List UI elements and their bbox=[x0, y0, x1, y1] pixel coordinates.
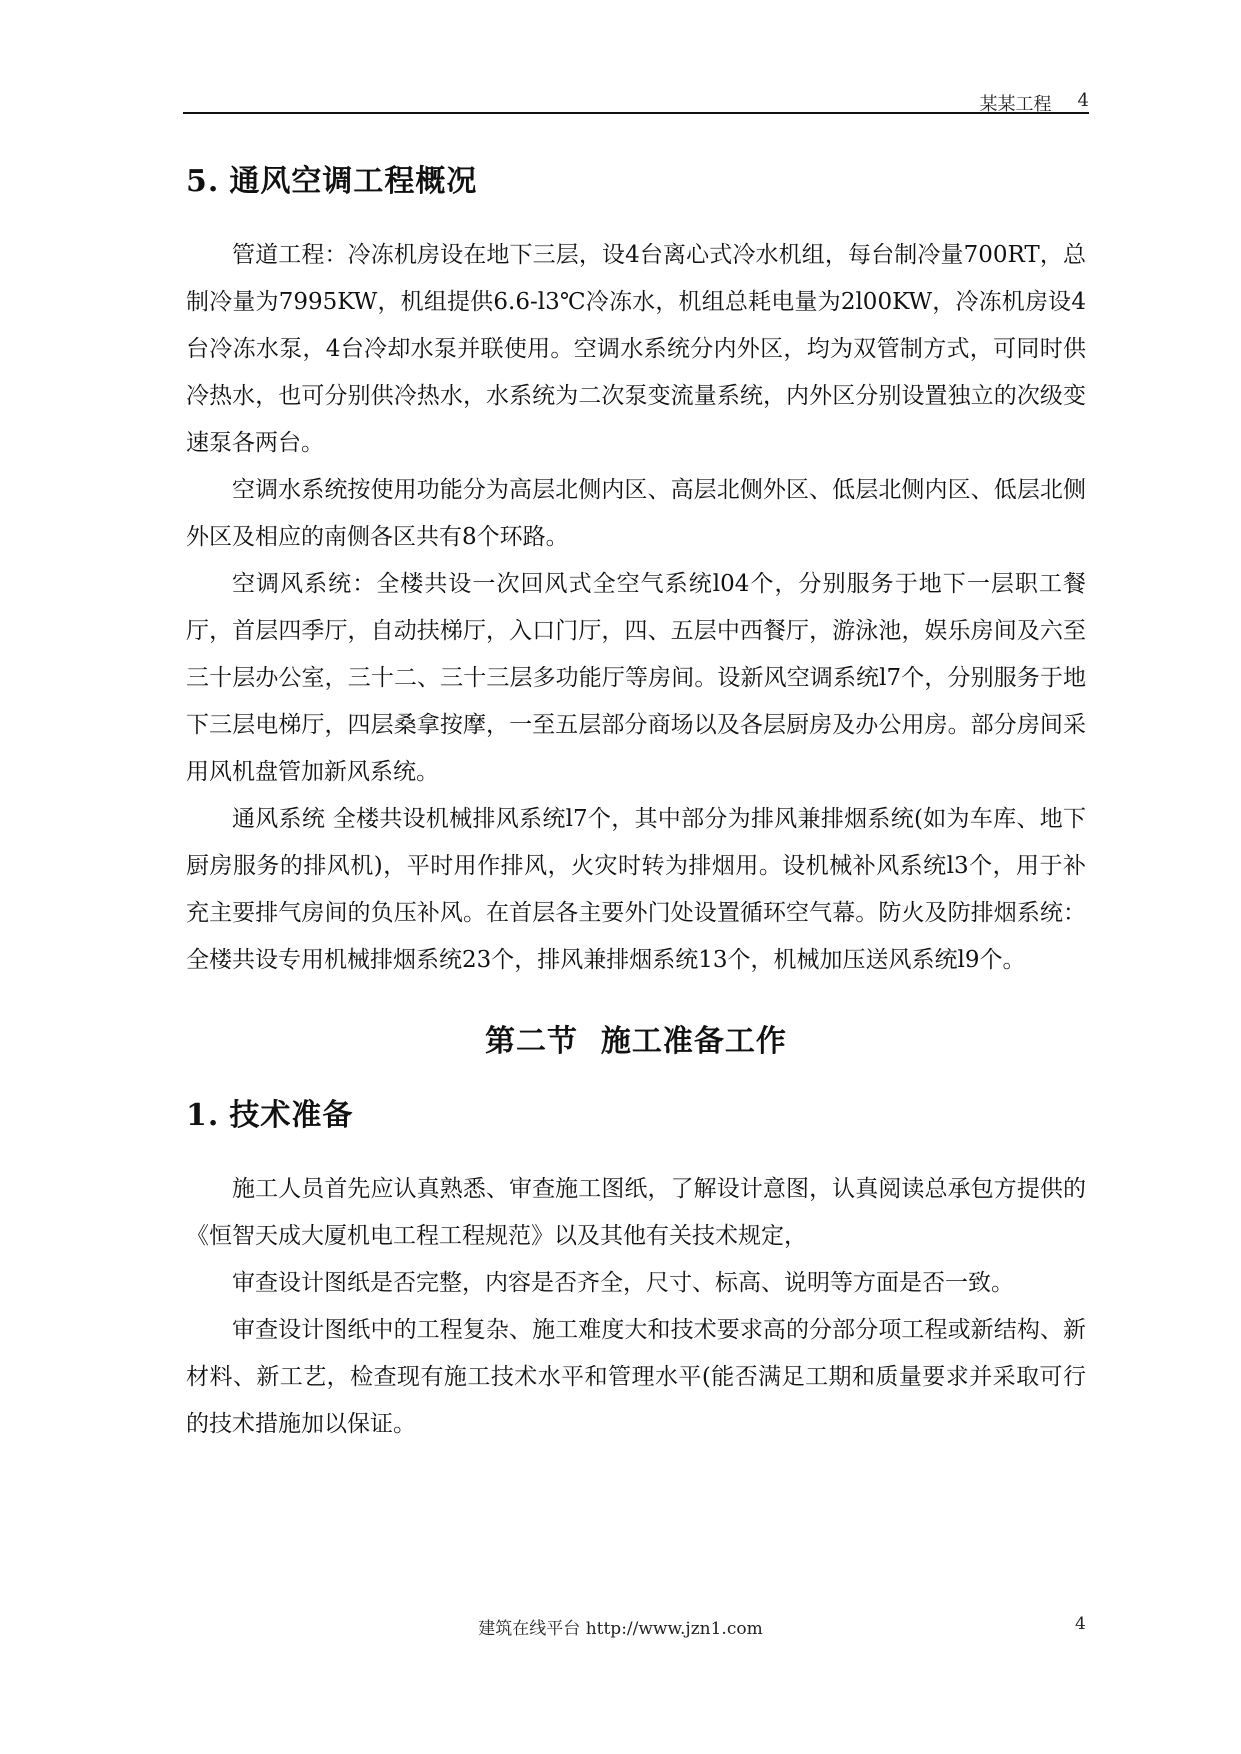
header-divider bbox=[183, 112, 1089, 114]
section-heading-5 bbox=[186, 162, 1086, 202]
paragraph: 空调风系统：全楼共设一次回风式全空气系统l04个，分别服务于地下一层职工餐厅，首层四季厅，自动扶梯厅，入口门厅，四、五层中西餐厅，游泳池，娱乐房间及六至三十层办公室，三十二、三十三层多功能厅等房间。设新风空调系统l7个，分别服务于地下三层电梯厅，四层桑拿按摩，一至五层部分商场以及各层厨房及办公用房。部分房间采用风机盘管加新风系统。 bbox=[186, 571, 1086, 785]
header-title: 某某工程 bbox=[979, 94, 1052, 115]
section-number: 1. bbox=[186, 1098, 220, 1133]
footer-site-text: 建筑在线平台 http://www.jzn1.com bbox=[478, 1619, 763, 1639]
page-header bbox=[183, 84, 1089, 115]
section-number: 5. bbox=[186, 164, 220, 199]
paragraph: 审查设计图纸中的工程复杂、施工难度大和技术要求高的分部分项工程或新结构、新材料、新工艺，检查现有施工技术水平和管理水平(能否满足工期和质量要求并采取可行的技术措施加以保证。 bbox=[186, 1317, 1086, 1437]
paragraph: 通风系统 全楼共设机械排风系统l7个，其中部分为排风兼排烟系统(如为车库、地下厨房服务的排风机)，平时用作排风，火灾时转为排烟用。设机械补风系统l3个，用于补充主要排气房间的负压补风。在首层各主要外门处设置循环空气幕。防火及防排烟系统：全楼共设专用机械排烟系统23个，排风兼排烟系统13个，机械加压送风系统l9个。 bbox=[186, 806, 1086, 973]
header-page-number: 4 bbox=[1077, 90, 1089, 111]
paragraph: 审查设计图纸是否完整，内容是否齐全，尺寸、标高、说明等方面是否一致。 bbox=[232, 1270, 1014, 1296]
section-title: 技术准备 bbox=[229, 1098, 354, 1133]
chapter-heading: 第二节 施工准备工作 bbox=[485, 1024, 787, 1059]
paragraph: 空调水系统按使用功能分为高层北侧内区、高层北侧外区、低层北侧内区、低层北侧外区及相应的南侧各区共有8个环路。 bbox=[186, 477, 1086, 550]
document-body bbox=[186, 150, 1086, 1448]
section-title: 通风空调工程概况 bbox=[229, 164, 478, 199]
paragraph: 施工人员首先应认真熟悉、审查施工图纸，了解设计意图，认真阅读总承包方提供的《恒智天成大厦机电工程工程规范》以及其他有关技术规定， bbox=[186, 1176, 1086, 1249]
footer-page-number: 4 bbox=[1075, 1614, 1086, 1634]
paragraph: 管道工程：冷冻机房设在地下三层，设4台离心式冷水机组，每台制冷量700RT，总制冷量为7995KW，机组提供6.6-l3℃冷冻水，机组总耗电量为2l00KW，冷冻机房设4台冷冻水泵，4台冷却水泵并联使用。空调水系统分内外区，均为双管制方式，可同时供冷热水，也可分别供冷热水，水系统为二次泵变流量系统，内外区分别设置独立的次级变速泵各两台。 bbox=[186, 242, 1086, 456]
section-heading-1 bbox=[186, 1096, 1086, 1136]
